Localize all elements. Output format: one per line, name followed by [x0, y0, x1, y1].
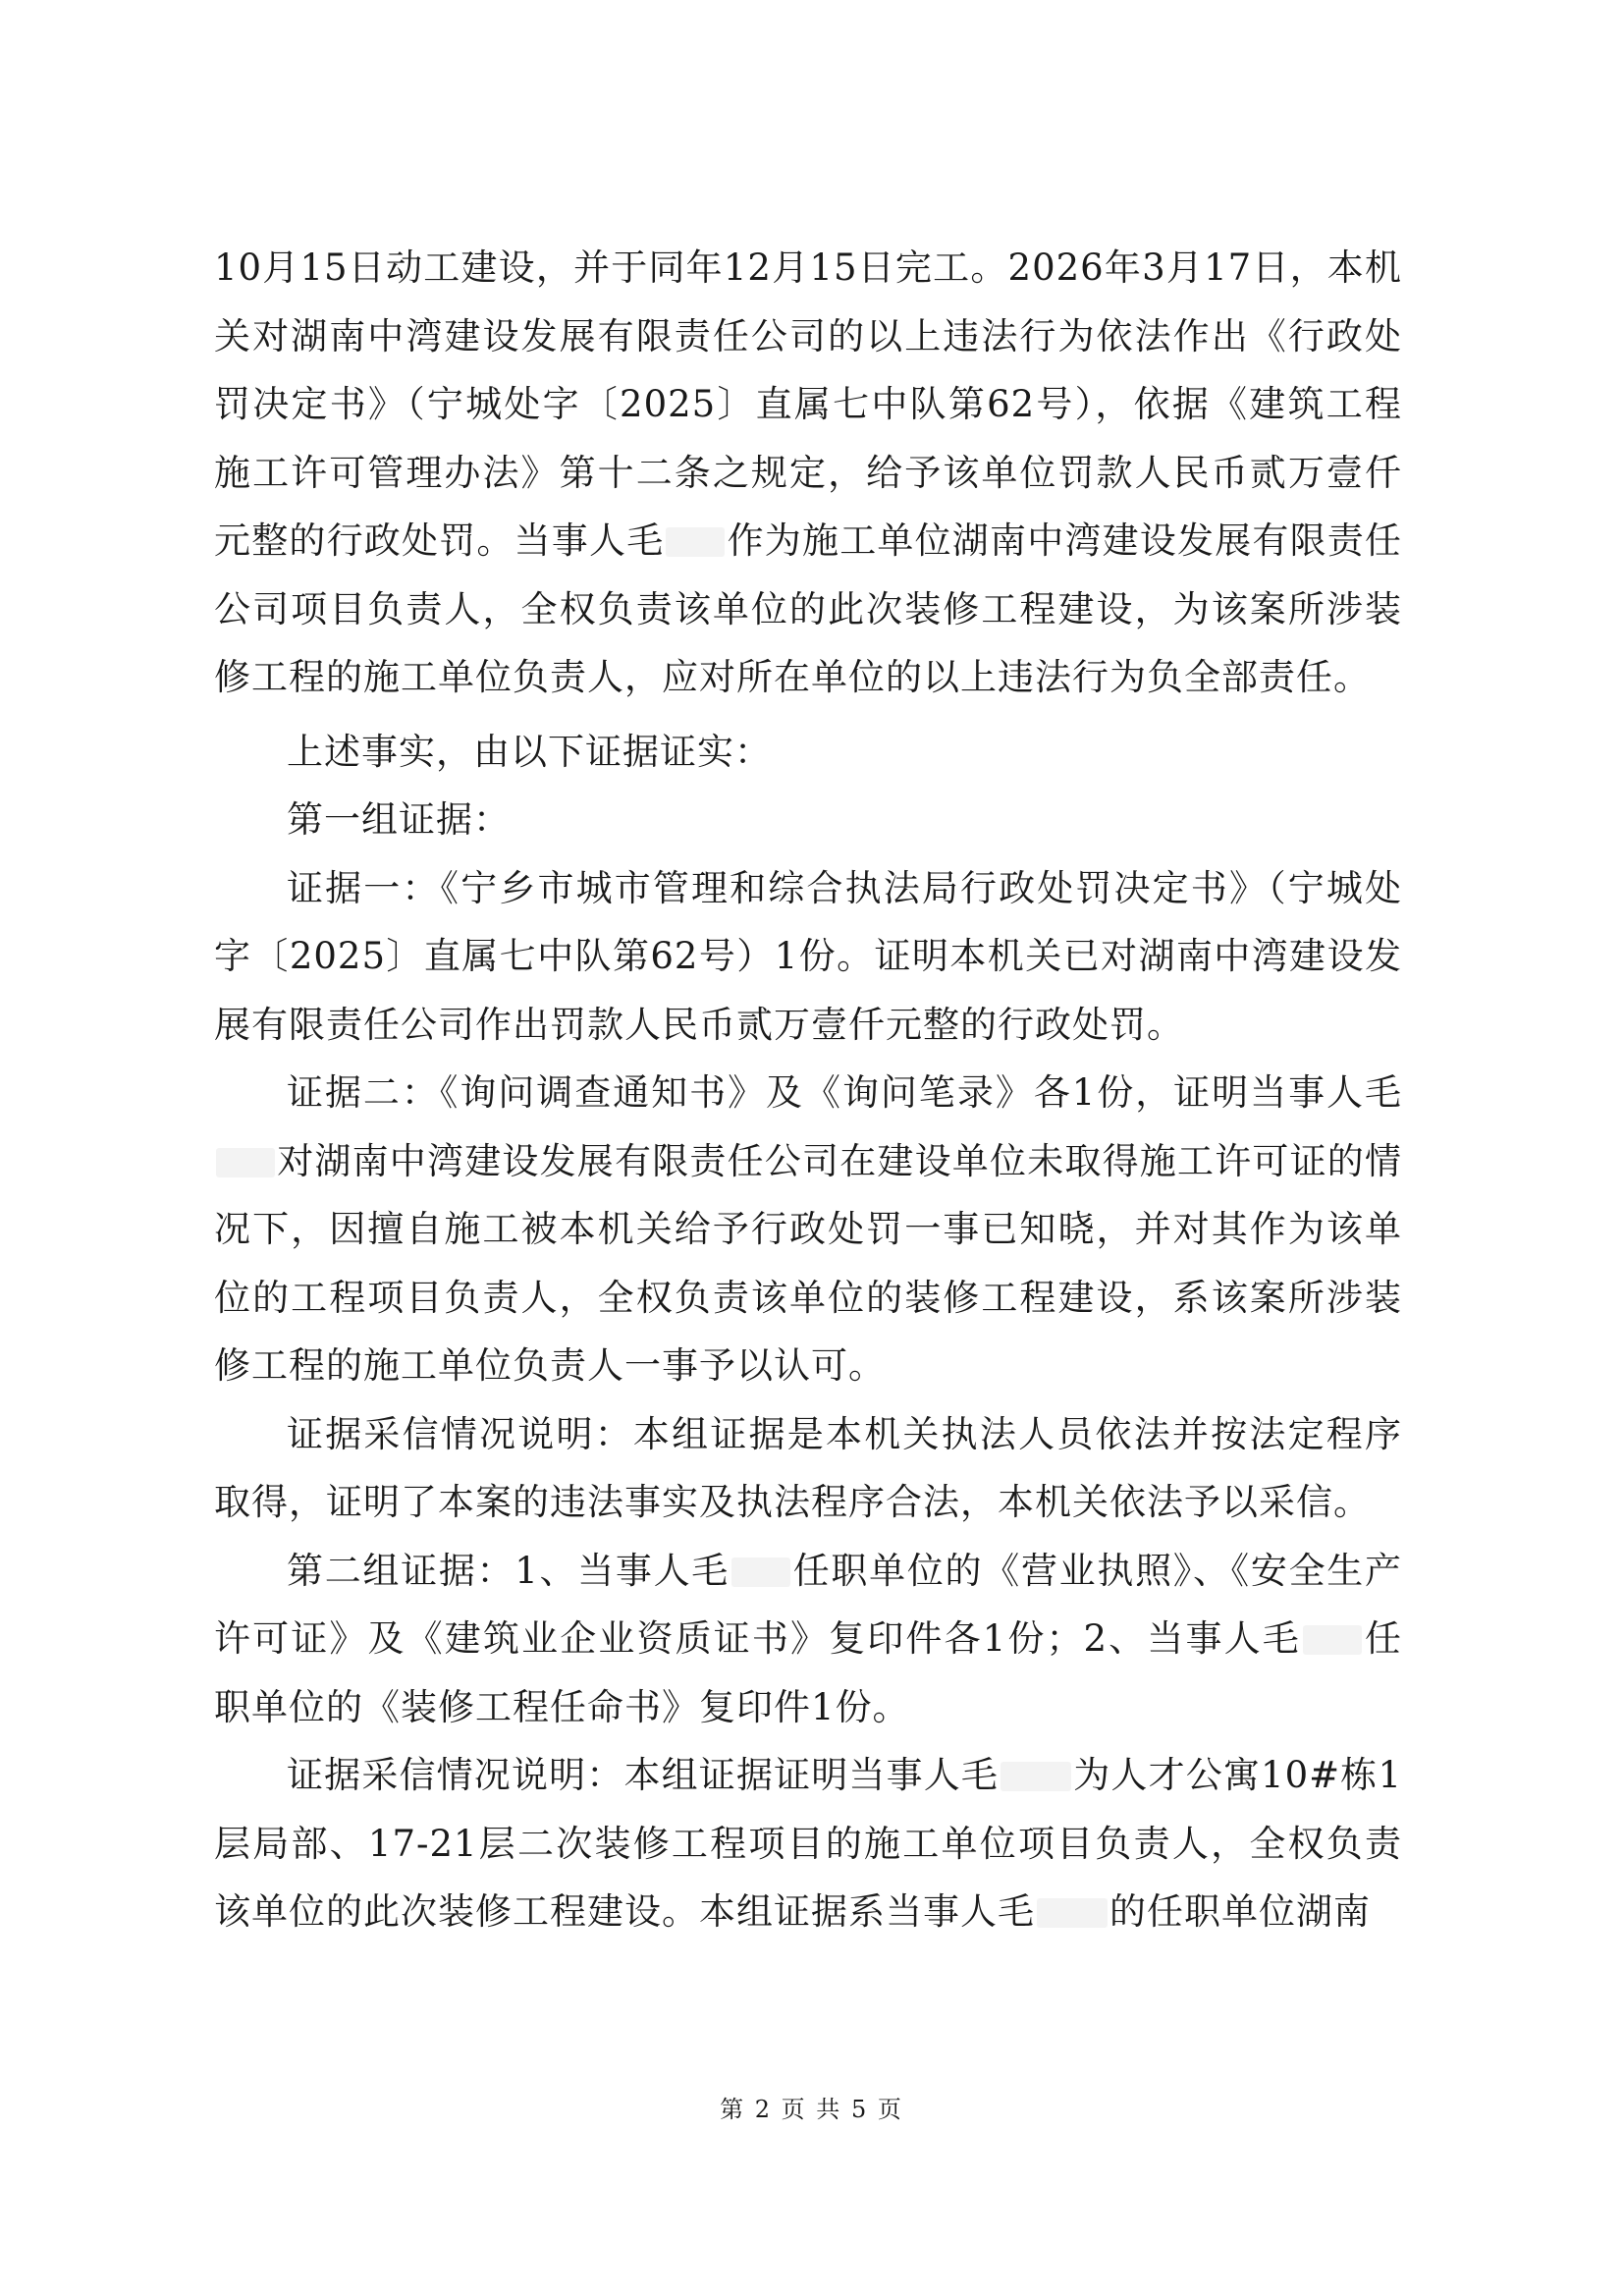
heading-evidence-group-1: 第一组证据： [287, 798, 511, 841]
redacted-name-mark [731, 1558, 790, 1587]
paragraph-evidence-group-2 [214, 1537, 1402, 1742]
paragraph-text: 作为施工单位湖南中湾建设发展有限责任公司项目负责人，全权负责该单位的此次装修工程建设，为该案所涉装修工程的施工单位负责人，应对所在单位的以上违法行为负全部责任。 [214, 519, 1403, 698]
redacted-name-mark [1001, 1762, 1071, 1791]
redacted-name-mark [666, 527, 725, 557]
paragraph-evidence-1: 证据一：《宁乡市城市管理和综合执法局行政处罚决定书》（宁城处字〔2025〕直属七中队第62号）1份。证明本机关已对湖南中湾建设发展有限责任公司作出罚款人民币贰万壹仟元整的行政处罚。 [214, 866, 1402, 1046]
paragraph-evidence-intro: 上述事实，由以下证据证实： [287, 730, 772, 773]
paragraph-text: 任职单位的《装修工程任命书》复印件1份。 [214, 1617, 1402, 1728]
paragraph-text: 对湖南中湾建设发展有限责任公司在建设单位未取得施工许可证的情况下，因擅自施工被本机关给予行政处罚一事已知晓，并对其作为该单位的工程项目负责人，全权负责该单位的装修工程建设，系该案所涉装修工程的施工单位负责人一事予以认可。 [214, 1139, 1402, 1387]
paragraph-text: 证据二：《询问调查通知书》及《询问笔录》各1份，证明当事人毛 [287, 1071, 1402, 1114]
paragraph-text: 的任职单位湖南 [1109, 1890, 1371, 1933]
page-number: 第 2 页 共 5 页 [720, 2096, 903, 2123]
paragraph-evidence-adoption-2 [214, 1741, 1402, 1946]
paragraph-evidence-2 [214, 1059, 1402, 1400]
redacted-name-mark [1037, 1898, 1108, 1928]
paragraph-violation-facts [214, 234, 1402, 712]
document-body [214, 234, 1402, 1946]
paragraph-text: 第二组证据：1、当事人毛 [287, 1549, 730, 1592]
paragraph-text: 任职单位的《营业执照》、《安全生产许可证》及《建筑业企业资质证书》复印件各1份；2、当事人毛 [214, 1549, 1403, 1660]
paragraph-text: 为人才公寓10#栋1层局部、17-21层二次装修工程项目的施工单位项目负责人，全权负责该单位的此次装修工程建设。本组证据系当事人毛 [214, 1754, 1402, 1933]
redacted-name-mark [216, 1148, 275, 1177]
redacted-name-mark [1303, 1625, 1362, 1655]
paragraph-text: 10月15日动工建设，并于同年12月15日完工。2026年3月17日，本机关对湖南中湾建设发展有限责任公司的以上违法行为依法作出《行政处罚决定书》（宁城处字〔2025〕直属七中队第62号），依据《建筑工程施工许可管理办法》第十二条之规定，给予该单位罚款人民币贰万壹仟元整的行政处罚。当事人毛 [214, 246, 1402, 562]
paragraph-evidence-adoption-1: 证据采信情况说明：本组证据是本机关执法人员依法并按法定程序取得，证明了本案的违法事实及执法程序合法，本机关依法予以采信。 [214, 1412, 1402, 1523]
paragraph-text: 证据采信情况说明：本组证据证明当事人毛 [287, 1754, 1000, 1796]
